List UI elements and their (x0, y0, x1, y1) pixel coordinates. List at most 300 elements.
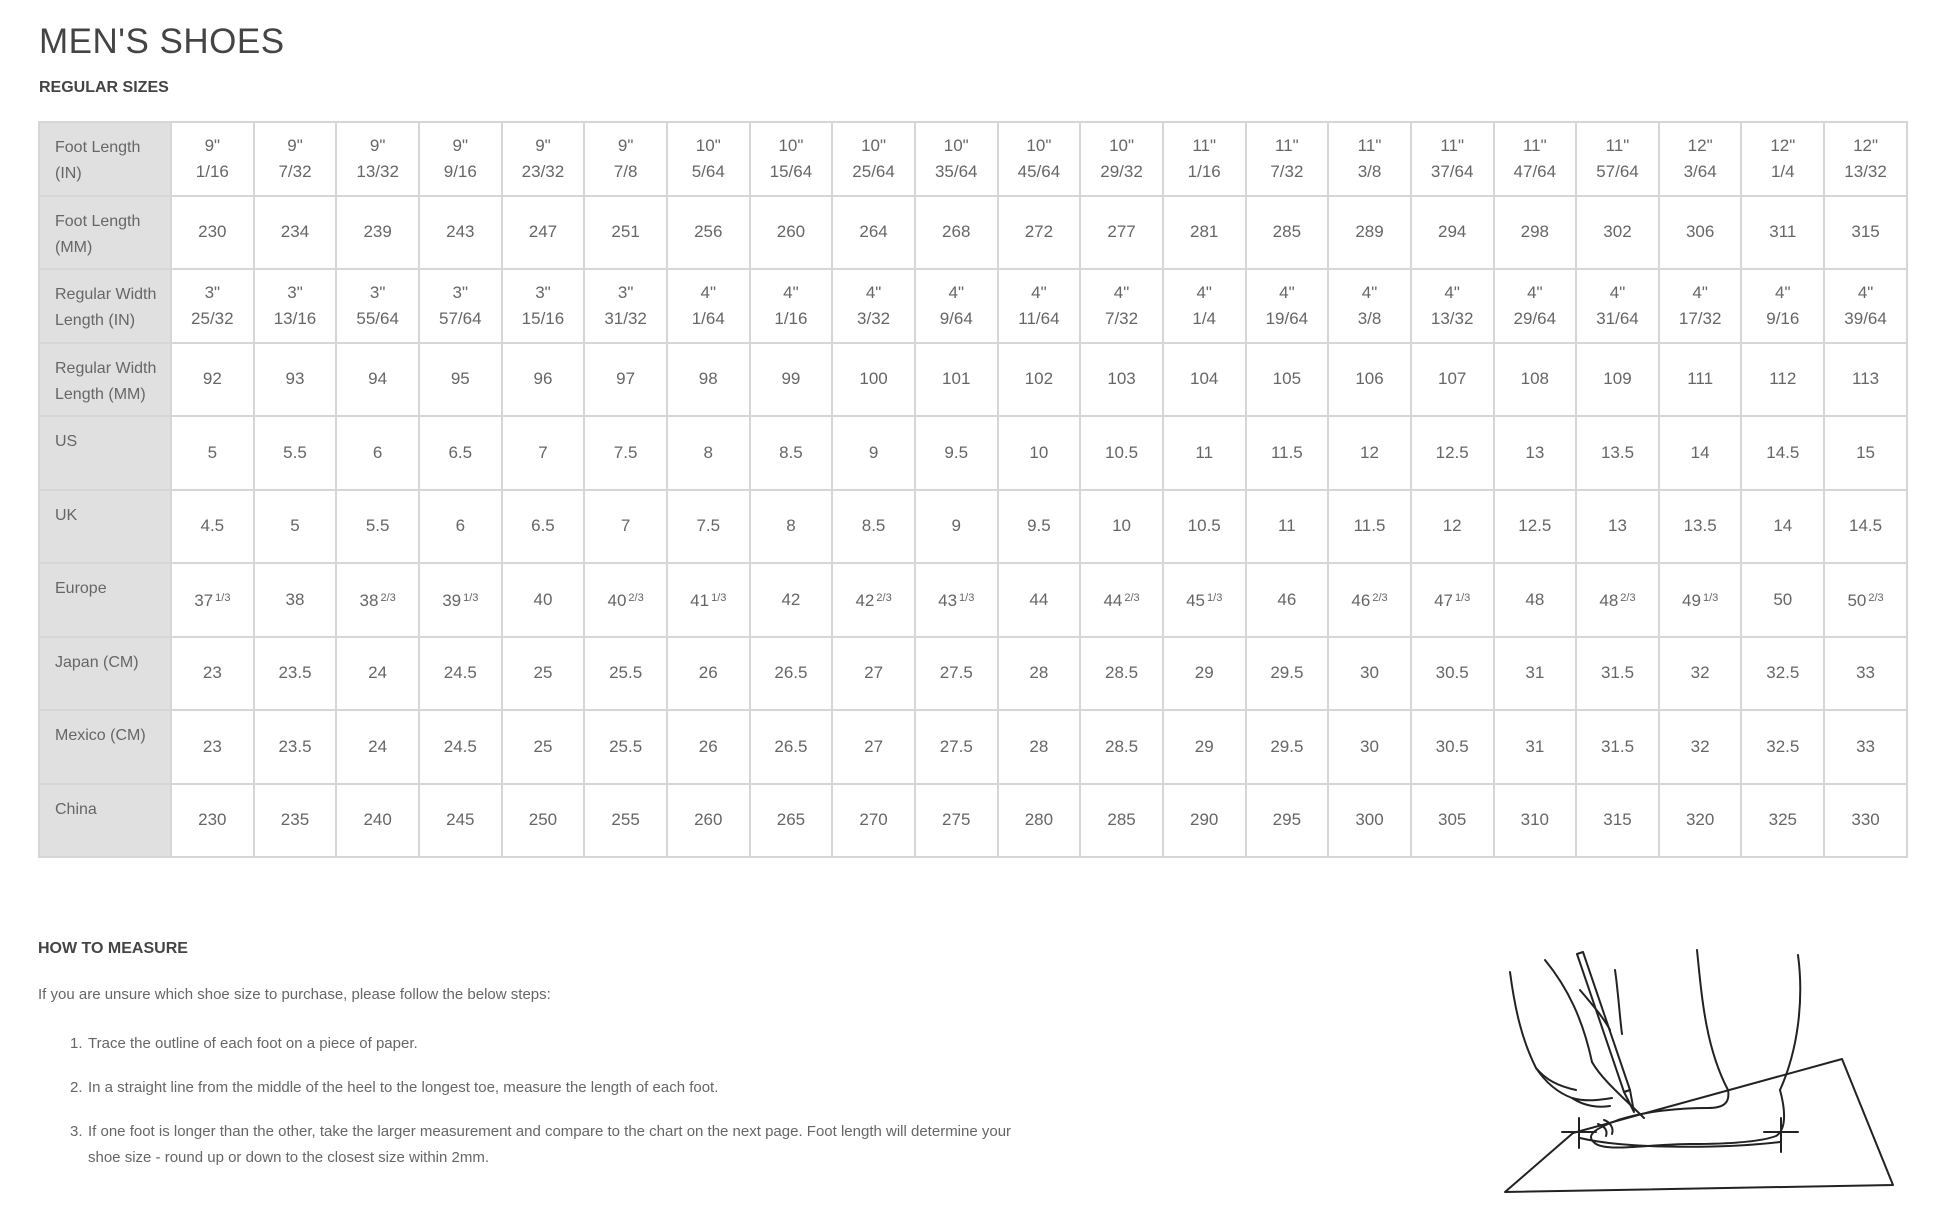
size-fraction: 2/3 (380, 592, 396, 605)
size-value: 49 (1682, 591, 1701, 611)
size-fraction: 35/64 (934, 161, 978, 181)
size-cell: 294 (1411, 196, 1494, 270)
row-label: Regular Width Length (IN) (39, 269, 171, 343)
size-value: 38 (359, 591, 379, 611)
size-cell: 30.5 (1411, 710, 1494, 784)
size-cell (171, 269, 254, 343)
size-fraction: 2/3 (1124, 592, 1140, 605)
size-whole: 11" (1522, 135, 1547, 155)
size-cell: 98 (667, 343, 750, 417)
size-cell: 28.5 (1080, 710, 1163, 784)
size-cell (584, 563, 667, 637)
size-fraction: 9/16 (1766, 308, 1800, 328)
size-row (39, 490, 1907, 564)
size-cell: 12 (1328, 416, 1411, 490)
size-fraction: 55/64 (356, 308, 399, 328)
size-cell: 240 (336, 784, 419, 858)
size-cell: 255 (584, 784, 667, 858)
size-cell: 270 (832, 784, 915, 858)
row-label: Foot Length (MM) (39, 196, 171, 270)
size-fraction: 1/3 (959, 592, 975, 605)
size-cell (1824, 563, 1907, 637)
size-cell: 12.5 (1411, 416, 1494, 490)
size-whole: 4" (1527, 282, 1543, 302)
size-whole: 4" (1609, 282, 1626, 302)
size-fraction: 1/3 (1207, 592, 1223, 605)
size-cell (336, 563, 419, 637)
size-cell (419, 563, 502, 637)
size-cell: 25.5 (584, 710, 667, 784)
size-cell: 13 (1576, 490, 1659, 564)
size-cell: 285 (1080, 784, 1163, 858)
size-value: 41 (690, 591, 710, 611)
size-cell: 290 (1163, 784, 1246, 858)
size-cell (1246, 122, 1329, 196)
size-fraction: 57/64 (1596, 161, 1639, 181)
row-label: Europe (39, 563, 171, 637)
size-cell: 31 (1494, 710, 1577, 784)
size-cell: 27 (832, 710, 915, 784)
measure-steps-list (70, 1031, 1040, 1189)
size-fraction: 15/64 (769, 161, 813, 181)
size-cell (1576, 269, 1659, 343)
size-value: 40 (607, 591, 627, 611)
size-cell: 28 (998, 637, 1081, 711)
size-cell: 260 (667, 784, 750, 858)
size-fraction: 31/32 (604, 308, 647, 328)
size-cell: 4.5 (171, 490, 254, 564)
size-cell: 29 (1163, 637, 1246, 711)
size-fraction: 3/8 (1357, 161, 1382, 181)
size-cell (1494, 269, 1577, 343)
size-value: 47 (1434, 591, 1453, 611)
size-cell (1328, 122, 1411, 196)
size-fraction: 2/3 (628, 592, 644, 605)
size-cell (915, 269, 998, 343)
size-cell: 100 (832, 343, 915, 417)
size-fraction: 1/4 (1770, 161, 1795, 181)
size-cell: 11.5 (1246, 416, 1329, 490)
size-fraction: 37/64 (1430, 161, 1474, 181)
size-cell: 12 (1411, 490, 1494, 564)
size-cell: 264 (832, 196, 915, 270)
size-whole: 10" (1026, 135, 1052, 155)
how-to-measure-intro: If you are unsure which shoe size to purchase, please follow the below steps: (38, 986, 551, 1003)
size-fraction: 2/3 (1372, 592, 1388, 605)
size-cell: 14 (1741, 490, 1824, 564)
size-cell (998, 563, 1081, 637)
size-cell (750, 563, 833, 637)
size-cell: 7.5 (667, 490, 750, 564)
size-cell: 13.5 (1576, 416, 1659, 490)
size-whole: 4" (700, 282, 717, 302)
size-cell (502, 563, 585, 637)
size-row (39, 269, 1907, 343)
size-cell (1659, 269, 1742, 343)
size-cell (502, 269, 585, 343)
size-cell: 6 (336, 416, 419, 490)
size-cell: 106 (1328, 343, 1411, 417)
size-cell (1741, 122, 1824, 196)
size-cell: 25 (502, 710, 585, 784)
size-cell (1246, 269, 1329, 343)
size-cell (667, 122, 750, 196)
size-cell: 320 (1659, 784, 1742, 858)
size-fraction: 29/32 (1100, 161, 1143, 181)
size-value: 48 (1525, 589, 1545, 609)
size-row (39, 563, 1907, 637)
size-cell (1080, 269, 1163, 343)
size-cell: 112 (1741, 343, 1824, 417)
size-cell (1080, 122, 1163, 196)
size-cell: 24 (336, 637, 419, 711)
size-cell: 306 (1659, 196, 1742, 270)
size-cell: 8 (750, 490, 833, 564)
size-cell (1576, 563, 1659, 637)
size-cell: 6.5 (502, 490, 585, 564)
size-fraction: 1/16 (774, 308, 808, 328)
size-value: 40 (533, 589, 553, 609)
size-cell: 93 (254, 343, 337, 417)
size-cell: 280 (998, 784, 1081, 858)
size-cell: 250 (502, 784, 585, 858)
size-cell (584, 269, 667, 343)
size-cell: 281 (1163, 196, 1246, 270)
size-cell: 315 (1824, 196, 1907, 270)
size-cell: 12.5 (1494, 490, 1577, 564)
size-cell (1080, 563, 1163, 637)
size-cell: 32.5 (1741, 710, 1824, 784)
size-whole: 11" (1192, 135, 1217, 155)
size-fraction: 11/64 (1018, 308, 1060, 328)
size-cell (254, 269, 337, 343)
size-whole: 4" (1692, 282, 1708, 302)
size-value: 44 (1029, 589, 1049, 609)
size-fraction: 13/32 (1844, 161, 1887, 181)
size-cell: 245 (419, 784, 502, 858)
size-cell: 33 (1824, 710, 1907, 784)
size-cell: 7.5 (584, 416, 667, 490)
size-whole: 10" (695, 135, 721, 155)
row-label: Japan (CM) (39, 637, 171, 711)
size-value: 42 (855, 591, 875, 611)
measure-step (70, 1119, 1040, 1171)
size-whole: 3" (452, 282, 469, 302)
size-cell: 23.5 (254, 710, 337, 784)
size-cell (1163, 122, 1246, 196)
size-whole: 4" (1196, 282, 1212, 302)
size-cell: 9 (832, 416, 915, 490)
size-cell (1741, 563, 1824, 637)
size-cell: 28.5 (1080, 637, 1163, 711)
row-label: UK (39, 490, 171, 564)
size-cell (915, 122, 998, 196)
size-chart-table (38, 121, 1908, 858)
row-label: US (39, 416, 171, 490)
size-cell (336, 122, 419, 196)
size-value: 46 (1277, 589, 1297, 609)
size-whole: 9" (617, 135, 634, 155)
size-cell (832, 122, 915, 196)
size-cell: 107 (1411, 343, 1494, 417)
size-cell: 7 (584, 490, 667, 564)
row-label: Regular Width Length (MM) (39, 343, 171, 417)
size-whole: 10" (861, 135, 887, 155)
size-cell (1494, 122, 1577, 196)
size-fraction: 2/3 (1868, 592, 1884, 605)
size-whole: 12" (1687, 135, 1713, 155)
size-whole: 4" (1031, 282, 1047, 302)
size-cell: 15 (1824, 416, 1907, 490)
size-fraction: 2/3 (876, 592, 892, 605)
size-fraction: 1/16 (1187, 161, 1221, 181)
size-whole: 10" (778, 135, 804, 155)
step-text: In a straight line from the middle of the heel to the longest toe, measure the length of each foot. (88, 1079, 719, 1096)
size-cell: 302 (1576, 196, 1659, 270)
size-cell: 14.5 (1741, 416, 1824, 490)
size-cell: 30 (1328, 710, 1411, 784)
size-fraction: 17/32 (1678, 308, 1722, 328)
size-fraction: 13/32 (1430, 308, 1474, 328)
size-whole: 4" (783, 282, 799, 302)
size-whole: 9" (452, 135, 469, 155)
size-fraction: 7/32 (1105, 308, 1139, 328)
size-whole: 9" (287, 135, 303, 155)
row-label: Foot Length (IN) (39, 122, 171, 196)
size-cell: 5.5 (254, 416, 337, 490)
size-fraction: 5/64 (691, 161, 725, 181)
size-fraction: 1/3 (215, 592, 231, 605)
size-cell: 11.5 (1328, 490, 1411, 564)
size-cell: 26 (667, 637, 750, 711)
size-row (39, 343, 1907, 417)
size-fraction: 1/4 (1192, 308, 1217, 328)
size-cell: 289 (1328, 196, 1411, 270)
size-cell: 113 (1824, 343, 1907, 417)
size-whole: 4" (1113, 282, 1130, 302)
size-cell: 6 (419, 490, 502, 564)
size-whole: 4" (1857, 282, 1874, 302)
size-cell: 31 (1494, 637, 1577, 711)
size-cell: 310 (1494, 784, 1577, 858)
size-whole: 9" (204, 135, 221, 155)
size-cell: 256 (667, 196, 750, 270)
size-cell: 315 (1576, 784, 1659, 858)
size-cell (419, 122, 502, 196)
size-cell: 11 (1163, 416, 1246, 490)
size-whole: 10" (943, 135, 969, 155)
size-cell (915, 563, 998, 637)
size-fraction: 1/3 (463, 592, 479, 605)
size-fraction: 25/32 (191, 308, 234, 328)
size-value: 37 (194, 591, 214, 611)
size-cell: 9.5 (915, 416, 998, 490)
size-cell: 109 (1576, 343, 1659, 417)
size-cell: 23.5 (254, 637, 337, 711)
size-cell: 234 (254, 196, 337, 270)
size-cell: 277 (1080, 196, 1163, 270)
size-cell: 10 (998, 416, 1081, 490)
size-cell: 33 (1824, 637, 1907, 711)
size-cell: 10.5 (1163, 490, 1246, 564)
size-cell (1576, 122, 1659, 196)
size-cell (1824, 122, 1907, 196)
measure-step (70, 1075, 1040, 1101)
size-cell: 247 (502, 196, 585, 270)
size-cell: 92 (171, 343, 254, 417)
size-fraction: 57/64 (439, 308, 482, 328)
step-number: 2. (70, 1079, 83, 1096)
size-cell (336, 269, 419, 343)
size-cell: 13 (1494, 416, 1577, 490)
size-cell: 239 (336, 196, 419, 270)
size-cell: 105 (1246, 343, 1329, 417)
size-cell: 32 (1659, 637, 1742, 711)
size-fraction: 7/8 (613, 161, 638, 181)
size-whole: 4" (1444, 282, 1460, 302)
size-whole: 3" (369, 282, 386, 302)
size-cell: 235 (254, 784, 337, 858)
size-cell: 9.5 (998, 490, 1081, 564)
size-cell: 25 (502, 637, 585, 711)
size-whole: 4" (1775, 282, 1791, 302)
size-cell: 311 (1741, 196, 1824, 270)
size-whole: 12" (1853, 135, 1879, 155)
size-cell: 101 (915, 343, 998, 417)
size-whole: 12" (1770, 135, 1796, 155)
size-cell: 11 (1246, 490, 1329, 564)
size-cell (502, 122, 585, 196)
page-title: MEN'S SHOES (39, 22, 285, 61)
size-cell: 23 (171, 710, 254, 784)
size-cell (1411, 122, 1494, 196)
size-cell: 102 (998, 343, 1081, 417)
size-fraction: 39/64 (1844, 308, 1887, 328)
size-cell (750, 269, 833, 343)
size-cell: 230 (171, 196, 254, 270)
size-fraction: 25/64 (852, 161, 895, 181)
size-cell: 99 (750, 343, 833, 417)
row-label: Mexico (CM) (39, 710, 171, 784)
size-fraction: 2/3 (1620, 592, 1636, 605)
size-value: 50 (1847, 591, 1867, 611)
size-cell: 27 (832, 637, 915, 711)
size-cell (667, 563, 750, 637)
size-cell: 24.5 (419, 710, 502, 784)
size-cell (419, 269, 502, 343)
size-cell: 29.5 (1246, 637, 1329, 711)
foot-tracing-illustration-icon (1480, 930, 1910, 1215)
size-whole: 4" (865, 282, 882, 302)
size-row (39, 710, 1907, 784)
size-whole: 11" (1357, 135, 1382, 155)
size-cell: 6.5 (419, 416, 502, 490)
size-cell: 5 (254, 490, 337, 564)
size-cell: 29 (1163, 710, 1246, 784)
size-cell: 300 (1328, 784, 1411, 858)
size-cell: 14.5 (1824, 490, 1907, 564)
size-whole: 4" (1279, 282, 1295, 302)
size-fraction: 9/64 (939, 308, 973, 328)
size-value: 42 (781, 589, 801, 609)
size-cell: 26.5 (750, 637, 833, 711)
size-cell (171, 122, 254, 196)
size-value: 48 (1599, 591, 1619, 611)
step-number: 1. (70, 1035, 83, 1052)
size-cell: 32 (1659, 710, 1742, 784)
size-cell: 24 (336, 710, 419, 784)
size-cell: 265 (750, 784, 833, 858)
size-cell: 5.5 (336, 490, 419, 564)
size-cell: 97 (584, 343, 667, 417)
size-fraction: 13/32 (356, 161, 399, 181)
size-row (39, 416, 1907, 490)
size-whole: 3" (204, 282, 221, 302)
size-cell: 251 (584, 196, 667, 270)
size-cell (171, 563, 254, 637)
size-whole: 3" (617, 282, 634, 302)
size-cell: 230 (171, 784, 254, 858)
size-cell: 30.5 (1411, 637, 1494, 711)
size-value: 50 (1773, 589, 1793, 609)
size-row (39, 196, 1907, 270)
size-cell (1824, 269, 1907, 343)
size-whole: 4" (948, 282, 964, 302)
size-value: 46 (1351, 591, 1371, 611)
size-cell (1163, 563, 1246, 637)
size-fraction: 1/64 (691, 308, 725, 328)
size-row (39, 637, 1907, 711)
how-to-measure-title: HOW TO MEASURE (38, 940, 188, 957)
size-fraction: 3/8 (1357, 308, 1382, 328)
size-cell (254, 563, 337, 637)
size-cell: 5 (171, 416, 254, 490)
size-cell (1494, 563, 1577, 637)
size-cell: 8.5 (750, 416, 833, 490)
size-cell: 30 (1328, 637, 1411, 711)
size-value: 38 (285, 589, 305, 609)
size-whole: 9" (535, 135, 551, 155)
measure-step (70, 1031, 1040, 1057)
size-cell (1411, 269, 1494, 343)
size-cell (1741, 269, 1824, 343)
size-cell: 103 (1080, 343, 1163, 417)
size-cell: 330 (1824, 784, 1907, 858)
size-cell: 27.5 (915, 710, 998, 784)
size-cell: 298 (1494, 196, 1577, 270)
size-cell: 325 (1741, 784, 1824, 858)
size-fraction: 7/32 (1270, 161, 1304, 181)
size-cell: 95 (419, 343, 502, 417)
step-number: 3. (70, 1123, 83, 1140)
size-cell: 108 (1494, 343, 1577, 417)
size-cell: 272 (998, 196, 1081, 270)
size-fraction: 19/64 (1265, 308, 1309, 328)
size-cell: 268 (915, 196, 998, 270)
size-cell: 94 (336, 343, 419, 417)
size-fraction: 9/16 (443, 161, 477, 181)
size-cell (832, 269, 915, 343)
size-cell: 8 (667, 416, 750, 490)
size-whole: 3" (535, 282, 551, 302)
size-cell: 285 (1246, 196, 1329, 270)
size-cell (998, 269, 1081, 343)
size-fraction: 3/32 (857, 308, 891, 328)
size-cell (667, 269, 750, 343)
size-fraction: 7/32 (278, 161, 312, 181)
size-cell (1328, 563, 1411, 637)
size-cell: 295 (1246, 784, 1329, 858)
